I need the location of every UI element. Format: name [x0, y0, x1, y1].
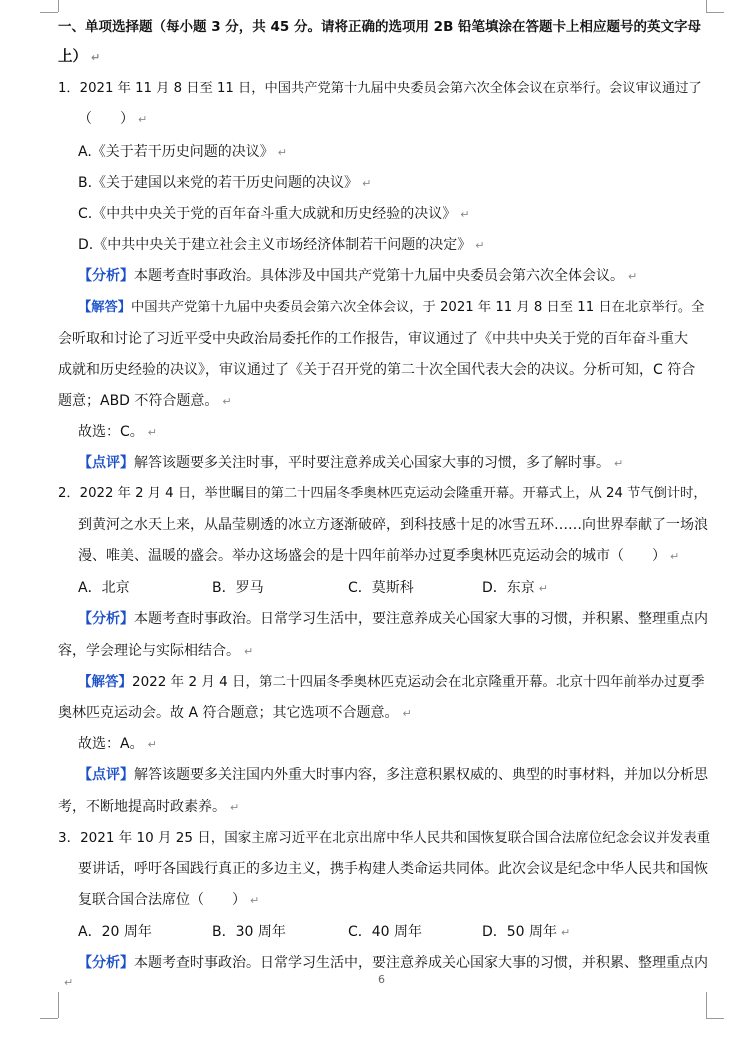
q2-stem-line-3: 漫、唯美、温暖的盛会。举办这场盛会的是十四年前举办过夏季奥林匹克运动会的城市（ ） ↵ [78, 548, 680, 564]
q1-option-a: A.《关于若干历史问题的决议》 ↵ [78, 144, 287, 160]
q3-options: A．20 周年 B．30 周年 C．40 周年 D．50 周年 ↵ [78, 921, 570, 944]
section-title-line-2: 上） ↵ [58, 49, 101, 65]
analysis-tag: 【分析】 [78, 955, 134, 971]
q1-option-c: C.《中共中央关于党的百年奋斗重大成就和历史经验的决议》 ↵ [78, 206, 470, 222]
q2-analysis-line-2: 容，学会理论与实际相结合。 ↵ [58, 643, 254, 659]
q3-option-b: B．30 周年 [212, 924, 286, 940]
q2-answer-line-1: 【解答】2022 年 2 月 4 日，第二十四届冬季奥林匹克运动会在北京隆重开幕。北京十四年前举办过夏季 [78, 674, 705, 690]
q3-stem-line-3: 复联合国合法席位（ ） ↵ [78, 892, 260, 908]
crop-mark-bottom-left-v [58, 992, 59, 1018]
q1-answer-line-4: 题意；ABD 不符合题意。 ↵ [58, 393, 232, 409]
q1-stem-line-2: （ ） ↵ [78, 111, 148, 127]
answer-tag: 【解答】 [78, 674, 132, 690]
q1-answer-line-3: 成就和历史经验的决议》，审议通过了《关于召开党的第二十次全国代表大会的决议。分析可知，C 符合 [58, 362, 696, 378]
comment-tag: 【点评】 [78, 455, 134, 471]
section-title-line-1: 一、单项选择题（每小题 3 分，共 45 分。请将正确的选项用 2B 铅笔填涂在答题卡上相应题号的英文字母 [58, 19, 702, 35]
q3-option-a: A．20 周年 [78, 924, 152, 940]
q1-analysis: 【分析】本题考查时事政治。具体涉及中国共产党第十九届中央委员会第六次全体会议。 ↵ [78, 268, 638, 284]
q2-stem-line-1: 2．2022 年 2 月 4 日，举世瞩目的第二十四届冬季奥林匹克运动会隆重开幕。开幕式上，从 24 节气倒计时， [58, 486, 707, 501]
q1-choice: 故选：C。 ↵ [78, 424, 157, 440]
q2-answer-line-2: 奥林匹克运动会。故 A 符合题意；其它选项不合题意。 ↵ [58, 705, 412, 721]
q3-stem-line-2: 要讲话，呼吁各国践行真正的多边主义，携手构建人类命运共同体。此次会议是纪念中华人民共和国恢 [78, 861, 708, 877]
comment-tag: 【点评】 [78, 767, 134, 783]
analysis-tag: 【分析】 [78, 611, 134, 627]
crop-mark-bottom-right-v [706, 992, 707, 1018]
crop-mark-top-left-v [58, 0, 59, 12]
page-number: 6 [378, 973, 385, 986]
crop-mark-bottom-right-h [706, 1018, 724, 1019]
q2-choice: 故选：A。 ↵ [78, 736, 157, 752]
q1-comment: 【点评】解答该题要多关注时事，平时要注意养成关心国家大事的习惯，多了解时事。 ↵ [78, 455, 624, 471]
answer-tag: 【解答】 [78, 300, 132, 315]
q3-option-d: D．50 周年 [482, 924, 558, 940]
q2-option-b: B．罗马 [212, 580, 264, 596]
q2-options: A．北京 B．罗马 C．莫斯科 D．东京 ↵ [78, 577, 548, 600]
q2-comment-line-2: 考，不断地提高时政素养。 ↵ [58, 799, 240, 815]
q1-answer-line-1: 【解答】中国共产党第十九届中央委员会第六次全体会议，于 2021 年 11 月 8 日至 11 日在北京举行。全 [78, 300, 705, 315]
crop-mark-top-right-v [706, 0, 707, 12]
crop-mark-top-left-h [40, 12, 58, 13]
q1-option-b: B.《关于建国以来党的若干历史问题的决议》 ↵ [78, 175, 372, 191]
q3-stem-line-1: 3．2021 年 10 月 25 日，国家主席习近平在北京出席中华人民共和国恢复联合国合法席位纪念会议并发表重 [58, 830, 711, 846]
q2-option-c: C．莫斯科 [348, 580, 414, 596]
crop-mark-bottom-left-h [40, 1018, 58, 1019]
q1-answer-line-2: 会听取和讨论了习近平受中央政治局委托作的工作报告，审议通过了《中共中央关于党的百年奋斗重大 [58, 331, 688, 347]
q3-option-c: C．40 周年 [348, 924, 423, 940]
q2-option-d: D．东京 [482, 580, 535, 596]
q1-option-d: D.《中共中央关于建立社会主义市场经济体制若干问题的决定》 ↵ [78, 237, 485, 253]
q1-stem-line-1: 1．2021 年 11 月 8 日至 11 日，中国共产党第十九届中央委员会第六次全体会议在京举行。会议审议通过了 [58, 81, 702, 96]
paragraph-mark-footer: ↵ [64, 976, 74, 989]
q2-comment-line-1: 【点评】解答该题要多关注国内外重大时事内容，多注意积累权威的、典型的时事材料，并加以分析思 [78, 767, 708, 783]
analysis-tag: 【分析】 [78, 268, 134, 284]
crop-mark-top-right-h [706, 12, 724, 13]
q2-analysis-line-1: 【分析】本题考查时事政治。日常学习生活中，要注意养成关心国家大事的习惯，并积累、整理重点内 [78, 611, 708, 627]
q3-analysis-line-1: 【分析】本题考查时事政治。日常学习生活中，要注意养成关心国家大事的习惯，并积累、整理重点内 [78, 955, 708, 971]
q2-stem-line-2: 到黄河之水天上来，从晶莹剔透的冰立方逐渐破碎，到科技感十足的冰雪五环……向世界奉献了一场浪 [78, 517, 708, 533]
q2-option-a: A．北京 [78, 580, 130, 596]
